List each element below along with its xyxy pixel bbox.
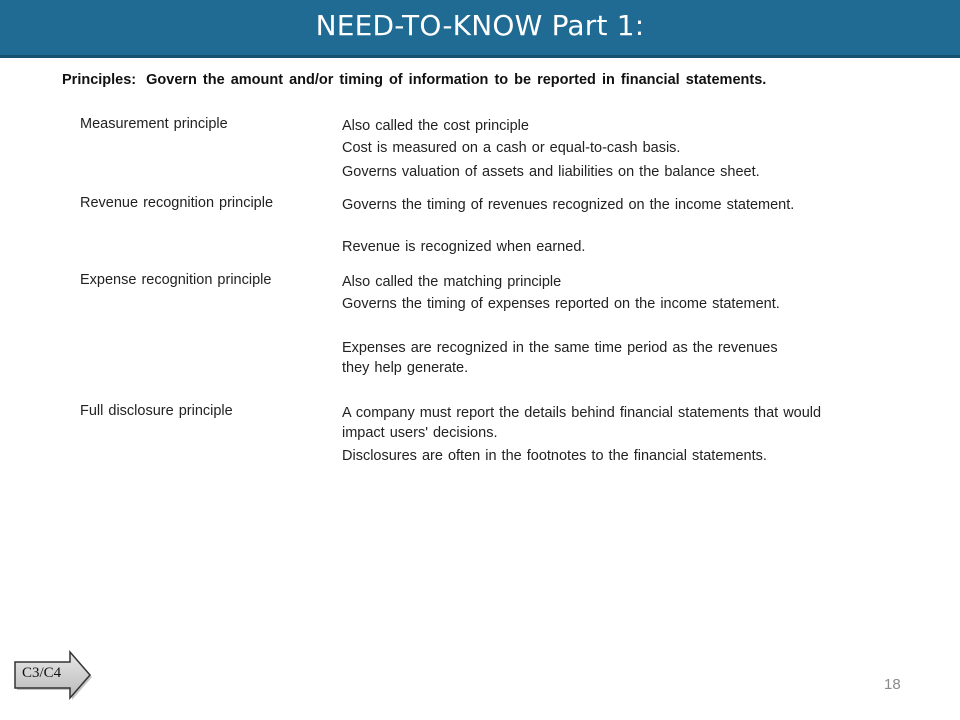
title-bar bbox=[0, 0, 960, 58]
principle-desc-revenue-2: Revenue is recognized when earned. bbox=[342, 239, 586, 255]
principle-desc-disclosure-2: Disclosures are often in the footnotes to the financial statements. bbox=[342, 448, 767, 464]
principles-label: Principles: bbox=[62, 72, 137, 88]
principles-description: Govern the amount and/or timing of information to be reported in financial statements. bbox=[146, 72, 767, 88]
learning-objective-tag bbox=[12, 650, 92, 700]
principles-intro bbox=[62, 72, 766, 88]
principle-name-revenue-recognition: Revenue recognition principle bbox=[80, 195, 274, 211]
principle-desc-measurement-3: Governs valuation of assets and liabilities on the balance sheet. bbox=[342, 164, 760, 180]
principle-desc-revenue-1: Governs the timing of revenues recognized on the income statement. bbox=[342, 197, 795, 213]
principle-desc-measurement-2: Cost is measured on a cash or equal-to-cash basis. bbox=[342, 140, 681, 156]
principle-name-measurement: Measurement principle bbox=[80, 116, 228, 132]
slide-title: NEED-TO-KNOW Part 1: bbox=[315, 9, 645, 42]
principle-desc-disclosure-1: A company must report the details behind financial statements that would impact users' decisions. bbox=[342, 405, 822, 441]
principle-desc-expense-1: Also called the matching principle bbox=[342, 274, 562, 290]
principle-desc-expense-3: Expenses are recognized in the same time period as the revenues they help generate. bbox=[342, 340, 778, 376]
principle-desc-measurement-1: Also called the cost principle bbox=[342, 118, 529, 134]
principle-name-expense-recognition: Expense recognition principle bbox=[80, 272, 272, 288]
page-number: 18 bbox=[884, 676, 901, 693]
tag-label: C3/C4 bbox=[22, 665, 62, 681]
principle-desc-expense-2: Governs the timing of expenses reported on the income statement. bbox=[342, 296, 780, 312]
principle-name-full-disclosure: Full disclosure principle bbox=[80, 403, 233, 419]
